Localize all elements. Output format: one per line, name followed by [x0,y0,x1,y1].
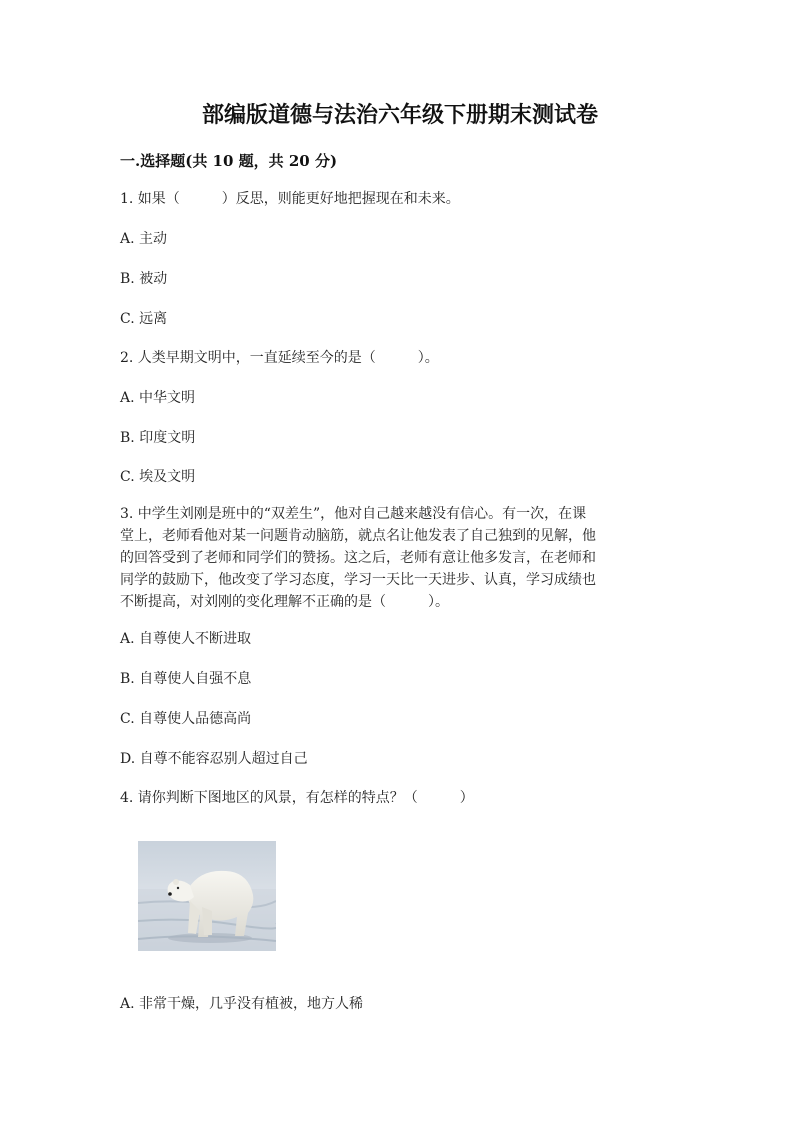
polar-bear-photo [138,841,276,951]
question-1-option-b[interactable]: B. 被动 [120,271,168,287]
question-3-stem-line: 同学的鼓励下，他改变了学习态度，学习一天比一天进步、认真，学习成绩也 [120,572,596,588]
question-4-option-a[interactable]: A. 非常干燥，几乎没有植被，地方人稀 [120,996,364,1012]
section-heading: 一.选择题(共 10 题，共 20 分) [120,152,338,170]
question-4-stem: 4. 请你判断下图地区的风景，有怎样的特点？（ ） [120,790,474,806]
question-3-stem-line: 3. 中学生刘刚是班中的“双差生”，他对自己越来越没有信心。有一次，在课 [120,506,587,522]
question-2-option-b[interactable]: B. 印度文明 [120,430,196,446]
question-2-option-a[interactable]: A. 中华文明 [120,390,196,406]
question-3-stem-line: 的回答受到了老师和同学们的赞扬。这之后，老师有意让他多发言，在老师和 [120,550,596,566]
question-2-option-c[interactable]: C. 埃及文明 [120,469,196,485]
question-3-option-d[interactable]: D. 自尊不能容忍别人超过自己 [120,751,308,767]
question-3-stem-line: 堂上，老师看他对某一问题肯动脑筋，就点名让他发表了自己独到的见解，他 [120,528,596,544]
question-3-stem [120,503,682,613]
question-3-option-c[interactable]: C. 自尊使人品德高尚 [120,711,252,727]
question-1-option-c[interactable]: C. 远离 [120,311,168,327]
question-3-option-a[interactable]: A. 自尊使人不断进取 [120,631,252,647]
question-3-stem-line: 不断提高，对刘刚的变化理解不正确的是（ ）。 [120,594,449,610]
question-2-stem: 2. 人类早期文明中，一直延续至今的是（ ）。 [120,350,439,366]
page-title: 部编版道德与法治六年级下册期末测试卷 [201,102,598,128]
question-1-option-a[interactable]: A. 主动 [120,231,168,247]
question-3-option-b[interactable]: B. 自尊使人自强不息 [120,671,252,687]
question-1-stem: 1. 如果（ ）反思，则能更好地把握现在和未来。 [120,191,460,207]
